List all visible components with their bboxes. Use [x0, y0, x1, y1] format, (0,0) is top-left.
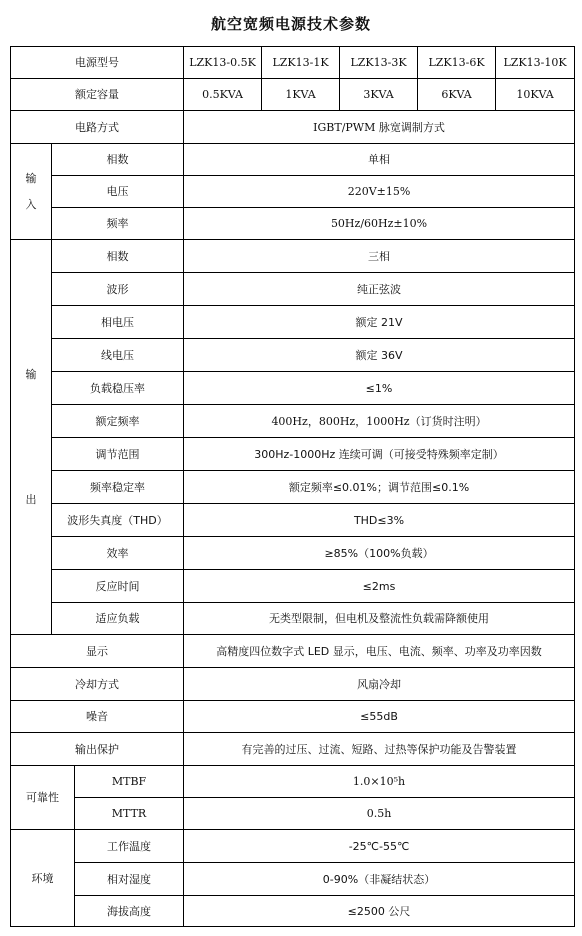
row-value: 三相: [184, 240, 575, 273]
row-label: MTTR: [75, 798, 184, 830]
row-label: MTBF: [75, 766, 184, 798]
row-value: ≤2500 公尺: [184, 896, 575, 927]
table-row: [11, 176, 575, 208]
table-row: [11, 47, 575, 79]
output-group-label: 输 出: [11, 240, 52, 635]
row-value: 300Hz-1000Hz 连续可调（可接受特殊频率定制）: [184, 438, 575, 471]
table-row: [11, 273, 575, 306]
row-label: 负载稳压率: [52, 372, 184, 405]
table-row: [11, 471, 575, 504]
row-label: 相数: [52, 240, 184, 273]
row-label: 波形失真度（THD）: [52, 504, 184, 537]
table-row: [11, 537, 575, 570]
row-value: 50Hz/60Hz±10%: [184, 208, 575, 240]
model-cell: LZK13-6K: [418, 47, 496, 79]
table-row: [11, 208, 575, 240]
table-row: [11, 830, 575, 863]
row-value: 单相: [184, 144, 575, 176]
row-value: 额定 21V: [184, 306, 575, 339]
row-label: 海拔高度: [75, 896, 184, 927]
model-cell: LZK13-3K: [340, 47, 418, 79]
row-label: 额定容量: [11, 79, 184, 111]
row-label: 电源型号: [11, 47, 184, 79]
table-row: [11, 372, 575, 405]
row-value: ≤2ms: [184, 570, 575, 603]
row-value: 额定频率≤0.01%；调节范围≤0.1%: [184, 471, 575, 504]
table-row: [11, 438, 575, 471]
page-title: 航空宽频电源技术参数: [210, 14, 371, 33]
row-label: 相电压: [52, 306, 184, 339]
row-label: 输出保护: [11, 733, 184, 766]
row-value: ≥85%（100%负载）: [184, 537, 575, 570]
row-label: 效率: [52, 537, 184, 570]
table-row: [11, 766, 575, 798]
table-row: [11, 570, 575, 603]
row-value: 220V±15%: [184, 176, 575, 208]
row-label: 工作温度: [75, 830, 184, 863]
table-row: [11, 405, 575, 438]
table-row: [11, 240, 575, 273]
row-label: 相数: [52, 144, 184, 176]
row-label: 噪音: [11, 701, 184, 733]
row-label: 频率: [52, 208, 184, 240]
row-label: 反应时间: [52, 570, 184, 603]
model-cell: LZK13-10K: [496, 47, 575, 79]
row-value: ≤55dB: [184, 701, 575, 733]
table-row: [11, 306, 575, 339]
row-value: 0.5h: [184, 798, 575, 830]
row-label: 波形: [52, 273, 184, 306]
table-row: [11, 504, 575, 537]
table-row: [11, 111, 575, 144]
row-label: 线电压: [52, 339, 184, 372]
model-cell: LZK13-1K: [262, 47, 340, 79]
row-label: 调节范围: [52, 438, 184, 471]
spec-table: [10, 46, 575, 927]
row-label: 频率稳定率: [52, 471, 184, 504]
table-row: [11, 733, 575, 766]
table-row: [11, 339, 575, 372]
table-row: [11, 144, 575, 176]
environment-group-label: 环境: [11, 830, 75, 927]
row-label: 适应负载: [52, 603, 184, 635]
table-row: [11, 79, 575, 111]
row-value: 1.0×10⁵h: [184, 766, 575, 798]
row-value: 400Hz，800Hz，1000Hz（订货时注明）: [184, 405, 575, 438]
table-row: [11, 635, 575, 668]
row-label: 冷却方式: [11, 668, 184, 701]
row-value: 风扇冷却: [184, 668, 575, 701]
row-value: 0-90%（非凝结状态）: [184, 863, 575, 896]
table-row: [11, 668, 575, 701]
row-value: 高精度四位数字式 LED 显示，电压、电流、频率、功率及功率因数: [184, 635, 575, 668]
row-value: 有完善的过压、过流、短路、过热等保护功能及告警装置: [184, 733, 575, 766]
capacity-cell: 0.5KVA: [184, 79, 262, 111]
row-label: 显示: [11, 635, 184, 668]
capacity-cell: 1KVA: [262, 79, 340, 111]
model-cell: LZK13-0.5K: [184, 47, 262, 79]
row-value: THD≤3%: [184, 504, 575, 537]
row-value: 额定 36V: [184, 339, 575, 372]
table-row: [11, 798, 575, 830]
capacity-cell: 3KVA: [340, 79, 418, 111]
row-label: 相对湿度: [75, 863, 184, 896]
row-value: 纯正弦波: [184, 273, 575, 306]
reliability-group-label: 可靠性: [11, 766, 75, 830]
row-value: 无类型限制，但电机及整流性负载需降额使用: [184, 603, 575, 635]
row-label: 额定频率: [52, 405, 184, 438]
row-value: ≤1%: [184, 372, 575, 405]
row-value: IGBT/PWM 脉宽调制方式: [184, 111, 575, 144]
table-row: [11, 701, 575, 733]
row-value: -25℃-55℃: [184, 830, 575, 863]
row-label: 电路方式: [11, 111, 184, 144]
capacity-cell: 6KVA: [418, 79, 496, 111]
table-row: [11, 863, 575, 896]
table-row: [11, 603, 575, 635]
capacity-cell: 10KVA: [496, 79, 575, 111]
table-row: [11, 896, 575, 927]
input-group-label: 输 入: [11, 144, 52, 240]
row-label: 电压: [52, 176, 184, 208]
